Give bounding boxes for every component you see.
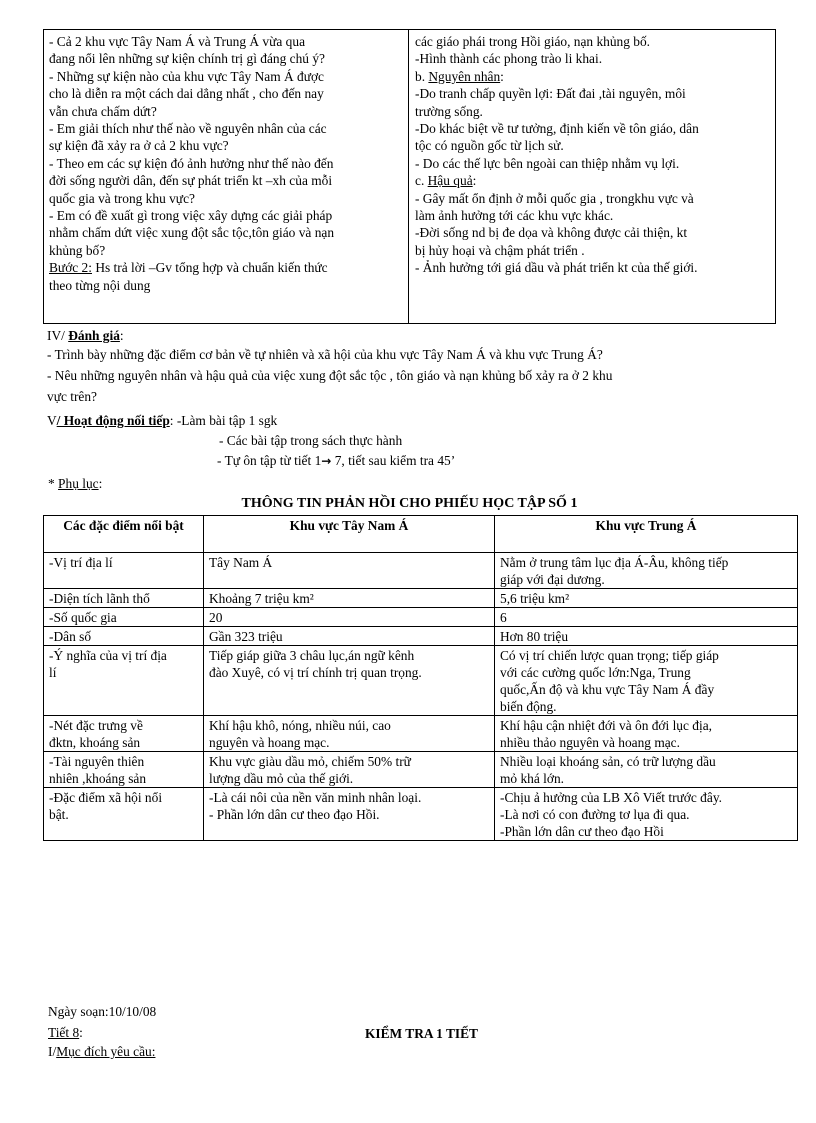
- question-line: vẫn chưa chấm dứt?: [49, 103, 157, 119]
- purpose-heading: I/Mục đích yêu cầu:: [48, 1044, 156, 1059]
- cell-line: -Diện tích lãnh thổ: [49, 591, 150, 606]
- answer-line: bị hủy hoại và chậm phát triển .: [415, 242, 585, 258]
- southwest-asia-cell: [204, 589, 495, 608]
- cell-line: Có vị trí chiến lược quan trọng; tiếp giáp: [500, 648, 719, 663]
- southwest-asia-cell: [204, 627, 495, 646]
- evaluation-title: Đánh giá: [68, 328, 120, 343]
- question-line: - Em giải thích như thế nào về nguyên nhân của các: [49, 121, 327, 137]
- cell-line: Nằm ở trung tâm lục địa Á-Âu, không tiếp: [500, 555, 729, 570]
- cell-line: lượng dầu mỏ của thế giới.: [209, 771, 354, 786]
- central-asia-cell: [495, 589, 798, 608]
- table-row: [44, 788, 798, 841]
- header-central-asia: Khu vực Trung Á: [495, 516, 798, 553]
- evaluation-heading: IV/ Đánh giá:: [47, 328, 124, 343]
- cell-line: -Đặc điểm xã hội nổi: [49, 790, 163, 805]
- cell-line: lí: [49, 665, 57, 680]
- question-line: - Cả 2 khu vực Tây Nam Á và Trung Á vừa qua: [49, 34, 306, 49]
- answer-line: -Do tranh chấp quyền lợi: Đất đai ,tài nguyên, môi: [415, 86, 686, 102]
- cell-line: -Ý nghĩa của vị trí địa: [49, 648, 167, 663]
- question-line: đời sống người dân, đến sự phát triển kt –xh của mỗi: [49, 173, 333, 189]
- cell-line: Tiếp giáp giữa 3 châu lục,án ngữ kênh: [209, 648, 415, 663]
- central-asia-cell: [495, 646, 798, 716]
- central-asia-cell: [495, 752, 798, 788]
- cell-line: đktn, khoáng sản: [49, 735, 141, 750]
- answer-line: làm ảnh hưởng tới các khu vực khác.: [415, 208, 614, 224]
- evaluation-line: - Trình bày những đặc điểm cơ bản về tự nhiên và xã hội của khu vực Tây Nam Á và khu vực Trung Á?: [47, 347, 603, 362]
- cell-line: -Nét đặc trưng về: [49, 718, 143, 733]
- question-line: nhằm chấm dứt việc xung đột sắc tộc,tôn giáo và nạn: [49, 225, 335, 241]
- cell-line: Hơn 80 triệu: [500, 629, 569, 644]
- consequence-heading: c. Hậu quả:: [415, 173, 477, 189]
- questions-column: [49, 33, 405, 294]
- followup-line: - Các bài tập trong sách thực hành: [219, 433, 403, 448]
- step-line-2: theo từng nội dung: [49, 277, 151, 293]
- cell-line: Nhiều loại khoáng sản, có trữ lượng dầu: [500, 754, 716, 769]
- central-asia-cell: [495, 627, 798, 646]
- feature-cell: [44, 788, 204, 841]
- southwest-asia-cell: [204, 788, 495, 841]
- answer-line: -Đời sống nd bị đe dọa và không được cải thiện, kt: [415, 225, 688, 241]
- cell-line: -Là nơi có con đường tơ lụa đi qua.: [500, 807, 690, 822]
- feature-cell: [44, 589, 204, 608]
- cell-line: nguyên và hoang mạc.: [209, 735, 330, 750]
- cell-line: biến động.: [500, 699, 557, 714]
- southwest-asia-cell: [204, 646, 495, 716]
- cell-line: giáp với đại dương.: [500, 572, 605, 587]
- cell-line: -Phần lớn dân cư theo đạo Hồi: [500, 824, 664, 839]
- cell-line: Tây Nam Á: [209, 555, 273, 570]
- cell-line: nhiều thảo nguyên và hoang mạc.: [500, 735, 680, 750]
- appendix-table: [43, 515, 798, 841]
- southwest-asia-cell: [204, 553, 495, 589]
- cell-line: -Vị trí địa lí: [49, 555, 113, 570]
- purpose-label: Mục đích yêu cầu:: [56, 1044, 156, 1059]
- answer-line: - Gây mất ổn định ở mỗi quốc gia , trongkhu vực và: [415, 190, 694, 206]
- followup-section: [47, 411, 455, 471]
- table-row: [44, 716, 798, 752]
- feature-cell: [44, 716, 204, 752]
- followup-heading: V/ Hoạt động nối tiếp: -Làm bài tập 1 sgk: [47, 413, 278, 428]
- step-text: Hs trả lời –Gv tổng hợp và chuẩn kiến thức: [91, 260, 328, 276]
- question-line: - Những sự kiện nào của khu vực Tây Nam Á được: [49, 68, 324, 84]
- cell-line: Khí hậu khô, nóng, nhiều núi, cao: [209, 718, 391, 733]
- appendix-heading: * Phụ lục:: [48, 476, 103, 491]
- feature-cell: [44, 553, 204, 589]
- feature-cell: [44, 752, 204, 788]
- lesson-activity-table: [43, 29, 776, 324]
- question-line: - Theo em các sự kiện đó ảnh hưởng như thế nào đến: [49, 155, 334, 171]
- feature-cell: [44, 627, 204, 646]
- cell-line: -Số quốc gia: [49, 610, 117, 625]
- step-label: Bước 2:: [49, 260, 92, 276]
- cell-line: quốc,Ấn độ và khu vực Tây Nam Á đầy: [500, 682, 715, 697]
- header-southwest-asia: Khu vực Tây Nam Á: [204, 516, 495, 553]
- step-line: [49, 259, 405, 276]
- feature-cell: [44, 608, 204, 627]
- column-divider: [408, 30, 409, 323]
- cell-line: 5,6 triệu km²: [500, 591, 570, 606]
- question-line: cho là diễn ra một cách dai dẳng nhất , cho đến nay: [49, 86, 324, 102]
- cell-line: bật.: [49, 807, 69, 822]
- answer-line: tộc có nguồn gốc từ lịch sử.: [415, 138, 564, 154]
- cell-line: nhiên ,khoáng sản: [49, 771, 147, 786]
- central-asia-cell: [495, 608, 798, 627]
- header-feature: Các đặc điểm nổi bật: [44, 516, 204, 553]
- cell-line: mỏ khá lớn.: [500, 771, 564, 786]
- cell-line: -Dân số: [49, 629, 92, 644]
- central-asia-cell: [495, 788, 798, 841]
- evaluation-line: vực trên?: [47, 389, 98, 404]
- question-line: đang nổi lên những sự kiện chính trị gì đáng chú ý?: [49, 51, 325, 67]
- evaluation-line: - Nêu những nguyên nhân và hậu quả của việc xung đột sắc tộc , tôn giáo và nạn khủng bố xảy ra ở 2 khu: [47, 368, 613, 383]
- lesson-number: Tiết 8:: [48, 1025, 83, 1040]
- table-row: [44, 608, 798, 627]
- answer-line: các giáo phái trong Hồi giáo, nạn khủng bố.: [415, 34, 651, 49]
- cell-line: Khí hậu cận nhiệt đới và ôn đới lục địa,: [500, 718, 712, 733]
- question-line: khủng bố?: [49, 242, 106, 258]
- cause-label: Nguyên nhân: [428, 68, 501, 84]
- answer-line: trường sống.: [415, 103, 483, 119]
- feature-cell: [44, 646, 204, 716]
- arrow-icon: →: [321, 454, 332, 468]
- cell-line: -Là cái nôi của nền văn minh nhân loại.: [209, 790, 422, 805]
- cell-line: - Phần lớn dân cư theo đạo Hồi.: [209, 807, 380, 822]
- cell-line: -Tài nguyên thiên: [49, 754, 145, 769]
- cell-line: 20: [209, 610, 223, 625]
- test-title: KIỂM TRA 1 TIẾT: [365, 1026, 478, 1041]
- table-row: [44, 752, 798, 788]
- answer-line: -Hình thành các phong trào li khai.: [415, 51, 603, 67]
- table-row: [44, 553, 798, 589]
- cell-line: 6: [500, 610, 507, 625]
- table-row: [44, 646, 798, 716]
- table-row: [44, 627, 798, 646]
- southwest-asia-cell: [204, 716, 495, 752]
- followup-line: - Tự ôn tập từ tiết 1→ 7, tiết sau kiểm tra 45’: [217, 453, 456, 468]
- evaluation-section: [47, 326, 612, 406]
- prep-date: Ngày soạn:10/10/08: [48, 1004, 157, 1019]
- consequence-label: Hậu quả: [427, 173, 473, 189]
- cause-heading: b. Nguyên nhân:: [415, 68, 504, 84]
- answer-line: -Do khác biệt về tư tưởng, định kiến về tôn giáo, dân: [415, 121, 699, 137]
- appendix-title: THÔNG TIN PHẢN HỒI CHO PHIẾU HỌC TẬP SỐ 1: [241, 496, 578, 511]
- central-asia-cell: [495, 553, 798, 589]
- cell-line: Gần 323 triệu: [209, 629, 283, 644]
- cell-line: Khu vực giàu dầu mỏ, chiếm 50% trữ: [209, 754, 411, 769]
- answer-line: - Ảnh hưởng tới giá dầu và phát triển kt của thế giới.: [415, 260, 698, 276]
- southwest-asia-cell: [204, 752, 495, 788]
- central-asia-cell: [495, 716, 798, 752]
- answer-line: - Do các thế lực bên ngoài can thiệp nhằm vụ lợi.: [415, 155, 680, 171]
- southwest-asia-cell: [204, 608, 495, 627]
- followup-title: / Hoạt động nối tiếp: [56, 413, 170, 428]
- question-line: quốc gia và trong khu vực?: [49, 190, 195, 206]
- question-line: - Em có đề xuất gì trong việc xây dựng các giải pháp: [49, 208, 333, 224]
- appendix-label: Phụ lục: [58, 476, 99, 491]
- question-line: sự kiện đã xảy ra ở cả 2 khu vực?: [49, 138, 229, 154]
- cell-line: với các cường quốc lớn:Nga, Trung: [500, 665, 691, 680]
- cell-line: đào Xuyê, có vị trí chính trị quan trọng.: [209, 665, 422, 680]
- cell-line: Khoảng 7 triệu km²: [209, 591, 314, 606]
- table-row: [44, 589, 798, 608]
- table-header-row: [44, 516, 798, 553]
- cell-line: -Chịu ả hưởng của LB Xô Viết trước đây.: [500, 790, 722, 805]
- answers-column: [415, 33, 773, 277]
